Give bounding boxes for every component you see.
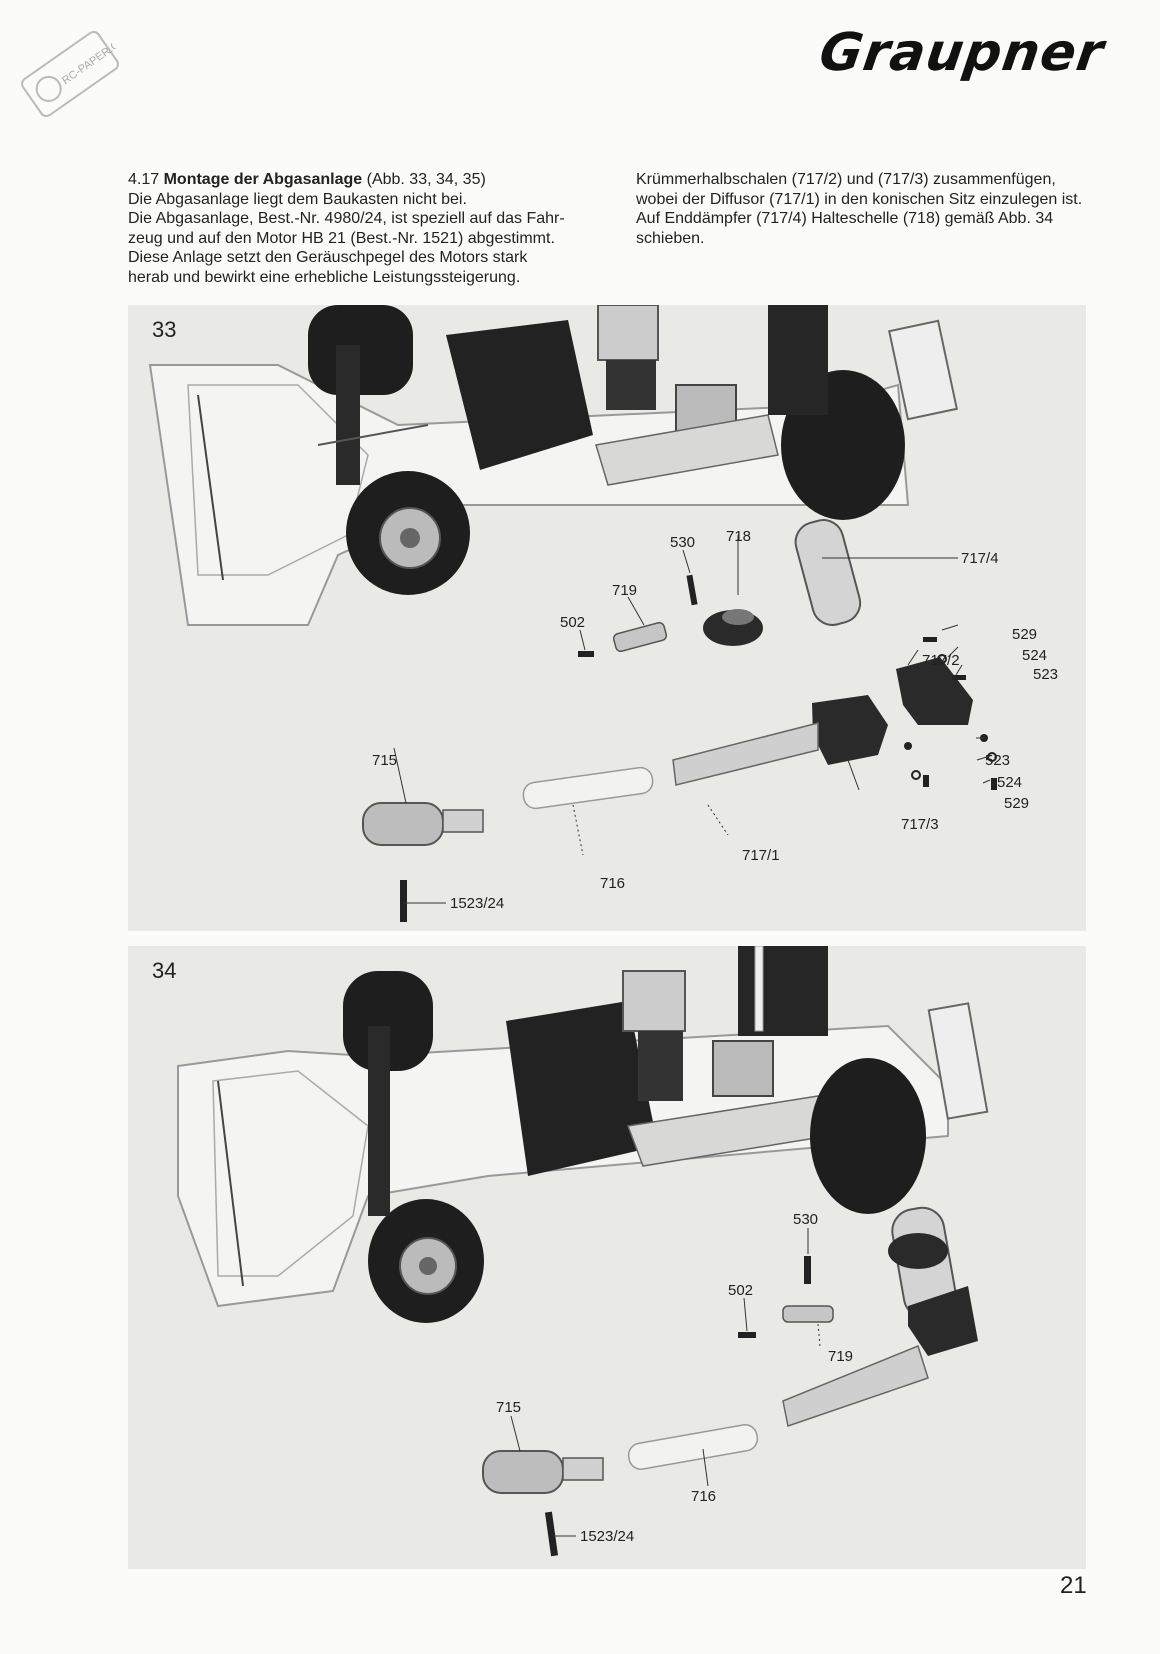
- part-715: [363, 803, 443, 845]
- figure-number: 34: [152, 958, 177, 983]
- part-717-3: [812, 695, 888, 765]
- engine: [623, 971, 685, 1031]
- label-529: 529: [1004, 795, 1030, 812]
- label-502: 502: [560, 614, 586, 631]
- text-line: zeug und auf den Motor HB 21 (Best.-Nr. 1521) abgestimmt.: [128, 229, 555, 247]
- figure-34-drawing: [128, 946, 1086, 1569]
- label-718: 718: [726, 528, 752, 545]
- text-line: Auf Enddämpfer (717/4) Halteschelle (718) gemäß Abb. 34: [636, 210, 1054, 228]
- part-530: [686, 575, 697, 606]
- label-1523-24: 1523/24: [450, 895, 505, 912]
- part-719: [783, 1306, 833, 1322]
- fuel-tank: [713, 1041, 773, 1096]
- part-719: [613, 622, 668, 653]
- label-717-4: 717/4: [961, 550, 999, 567]
- label-719: 719: [612, 582, 638, 599]
- label-530: 530: [670, 534, 696, 551]
- front-wheel-top: [308, 305, 413, 395]
- text-line: wobei der Diffusor (717/1) in den konischen Sitz einzulegen ist.: [636, 190, 1083, 208]
- text-line: herab und bewirkt eine erhebliche Leistungssteigerung.: [128, 268, 521, 286]
- label-530: 530: [793, 1211, 819, 1228]
- section-text-right: [636, 170, 1088, 248]
- label-524: 524: [997, 774, 1023, 791]
- figure-34-photo: [128, 946, 1086, 1569]
- part-718: [888, 1233, 948, 1269]
- label-529: 529: [1012, 626, 1038, 643]
- part-502: [578, 651, 594, 657]
- engine: [598, 305, 658, 360]
- figure-33-photo: [128, 305, 1086, 931]
- label-523: 523: [985, 752, 1011, 769]
- text-line: Die Abgasanlage liegt dem Baukasten nicht bei.: [128, 190, 467, 208]
- rc-paper-watermark: [0, 2, 142, 147]
- part-716: [522, 766, 654, 810]
- part-530: [804, 1256, 811, 1284]
- label-502: 502: [728, 1282, 754, 1299]
- text-line: Diese Anlage setzt den Geräuschpegel des Motors stark: [128, 249, 528, 267]
- figure-33-drawing: [128, 305, 1086, 931]
- label-523: 523: [1033, 666, 1059, 683]
- section-figure-ref: (Abb. 33, 34, 35): [366, 171, 486, 188]
- label-719: 719: [828, 1348, 854, 1365]
- page-number: 21: [1060, 1572, 1087, 1599]
- label-716: 716: [600, 875, 626, 892]
- part-717-1: [783, 1346, 928, 1426]
- label-715: 715: [496, 1399, 522, 1416]
- text-line: Krümmerhalbschalen (717/2) und (717/3) zusammenfügen,: [636, 171, 1056, 188]
- part-716: [627, 1423, 760, 1471]
- part-717-4: [791, 516, 865, 630]
- label-717-2: 717/2: [922, 652, 960, 669]
- label-717-3: 717/3: [901, 816, 939, 833]
- graupner-logo: Graupner: [815, 23, 1108, 83]
- part-1523-24: [545, 1512, 558, 1557]
- figure-number: 33: [152, 317, 177, 342]
- text-line: schieben.: [636, 229, 705, 247]
- part-1523-24: [400, 880, 407, 922]
- section-text-left: [128, 170, 584, 288]
- label-715: 715: [372, 752, 398, 769]
- part-502: [738, 1332, 756, 1338]
- section-title: Montage der Abgasanlage: [163, 171, 363, 188]
- label-717-1: 717/1: [742, 847, 780, 864]
- part-717-1: [673, 723, 818, 785]
- section-number: 4.17: [128, 171, 160, 188]
- label-716: 716: [691, 1488, 717, 1505]
- svg-text:RC-PAPER.COM: RC-PAPER.COM: [60, 28, 137, 88]
- text-line: Die Abgasanlage, Best.-Nr. 4980/24, ist speziell auf das Fahr-: [128, 210, 565, 228]
- label-1523-24: 1523/24: [580, 1528, 635, 1545]
- rear-wheel: [810, 1058, 926, 1214]
- label-524: 524: [1022, 647, 1048, 664]
- part-715: [483, 1451, 563, 1493]
